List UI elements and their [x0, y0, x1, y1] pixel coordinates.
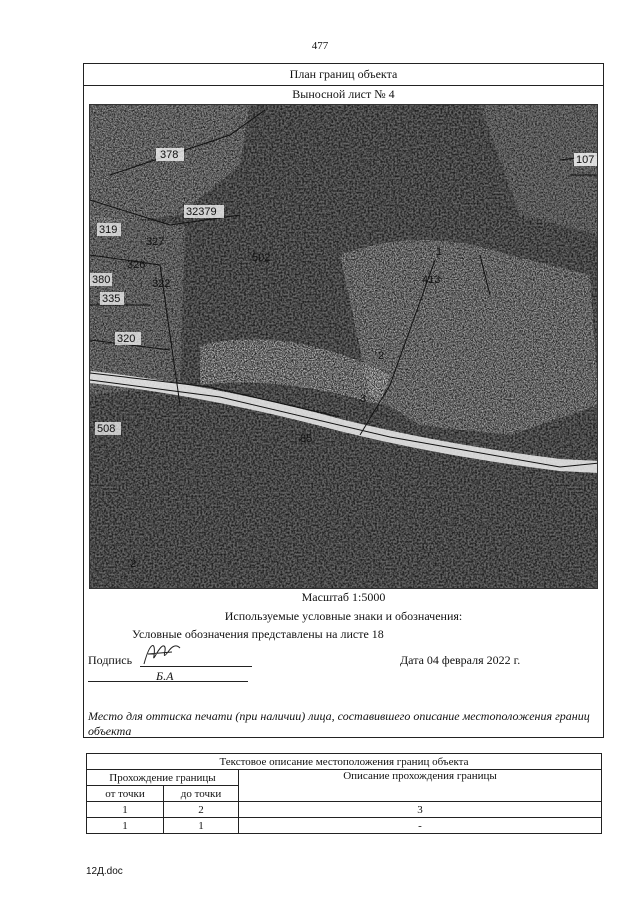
map-label-326: 326	[127, 259, 146, 271]
map-point-1: 1	[436, 246, 443, 258]
document-date: Дата 04 февраля 2022 г.	[400, 653, 521, 667]
document-filename: 12Д.doc	[86, 866, 123, 877]
plan-sheet-number: Выносной лист № 4	[292, 87, 395, 101]
map-label-508: 508	[97, 423, 116, 435]
header-passage: Прохождение границы	[87, 770, 239, 786]
page-number: 477	[311, 40, 329, 52]
map-label-378: 378	[160, 149, 179, 161]
signer-initials: Б.А	[156, 669, 174, 683]
map-scale: Масштаб 1:5000	[301, 590, 386, 604]
plan-title: План границ объекта	[84, 64, 603, 86]
map-label-322: 322	[152, 278, 171, 290]
satellite-map	[89, 104, 598, 589]
map-label-32379: 32379	[186, 206, 217, 218]
header-description: Описание прохождения границы	[239, 770, 602, 802]
satellite-map-image	[90, 105, 598, 589]
map-label-335: 335	[102, 293, 121, 305]
legend-note: Условные обозначения представлены на листе 18	[132, 627, 384, 641]
map-label-502: 502	[252, 252, 271, 264]
row-from: 1	[87, 802, 164, 818]
map-point-3: 3	[360, 393, 367, 405]
row-to: 1	[164, 818, 239, 834]
table-title: Текстовое описание местоположения границ объекта	[87, 754, 602, 770]
map-point-2: 2	[378, 350, 385, 362]
table-row	[87, 802, 602, 818]
map-label-85: 85	[300, 433, 313, 445]
map-label-2: 2	[130, 558, 137, 570]
map-label-107: 107	[576, 154, 595, 166]
boundary-description-table	[86, 753, 602, 834]
handwritten-signature	[142, 638, 182, 668]
legend-title: Используемые условные знаки и обозначения:	[224, 609, 463, 623]
header-from-point: от точки	[87, 786, 164, 802]
map-label-413: 413	[422, 274, 441, 286]
row-to: 2	[164, 802, 239, 818]
signature-label: Подпись	[88, 653, 133, 667]
row-desc: -	[239, 818, 602, 834]
plan-frame	[83, 63, 604, 738]
row-from: 1	[87, 818, 164, 834]
map-label-327: 327	[146, 236, 165, 248]
map-label-320: 320	[117, 333, 136, 345]
row-desc: 3	[239, 802, 602, 818]
stamp-placeholder-note: Место для оттиска печати (при наличии) лица, составившего описание местоположения границ объекта	[88, 709, 590, 738]
map-label-380: 380	[92, 274, 111, 286]
map-label-319: 319	[99, 224, 118, 236]
header-to-point: до точки	[164, 786, 239, 802]
table-row	[87, 818, 602, 834]
